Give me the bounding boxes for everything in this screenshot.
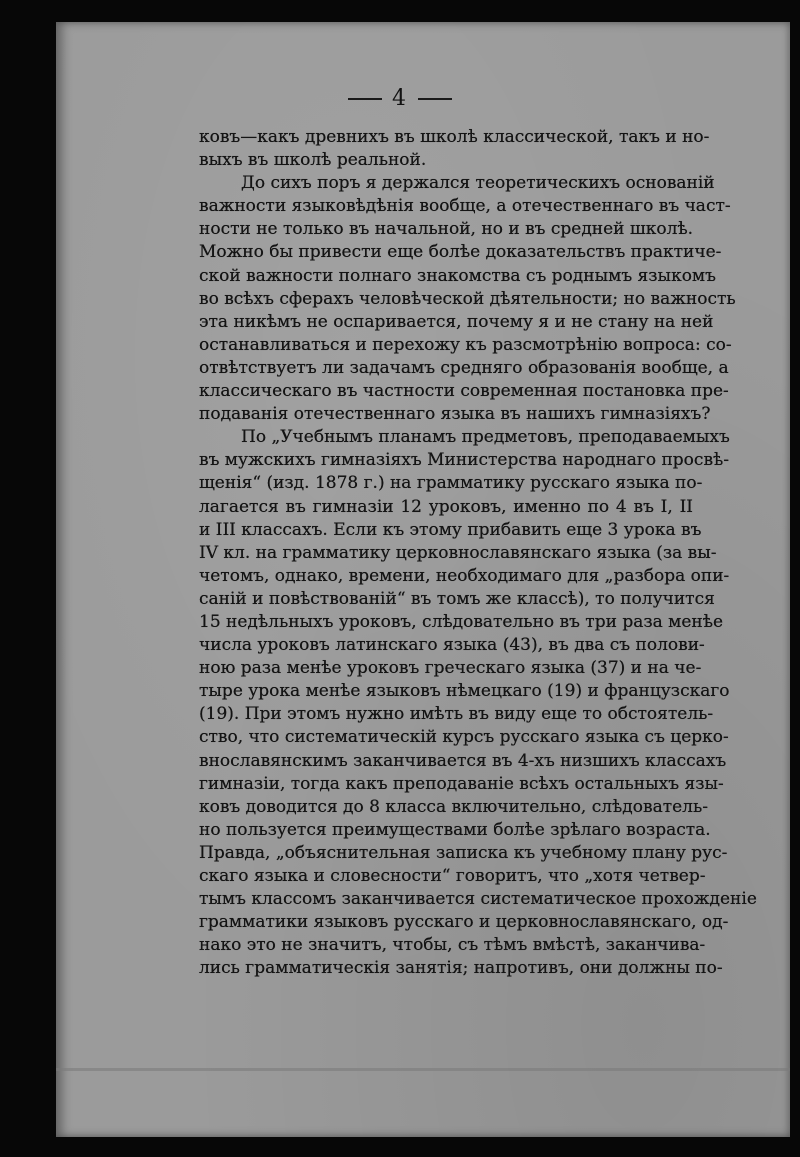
text-line: тымъ классомъ заканчивается систематическое прохожденіе — [199, 889, 757, 910]
text-line: классическаго въ частности современная постановка пре- — [199, 381, 729, 402]
text-line: Можно бы привести еще болѣе доказательствъ практиче- — [199, 242, 722, 263]
text-line: во всѣхъ сферахъ человѣческой дѣятельности; но важность — [199, 288, 736, 309]
text-line: грамматики языковъ русскаго и церковнославянскаго, од- — [199, 912, 729, 933]
header-dash-right — [418, 98, 452, 100]
text-line: тыре урока менѣе языковъ нѣмецкаго (19) и французскаго — [199, 681, 730, 702]
text-line: но пользуется преимуществами болѣе зрѣлаго возраста. — [199, 819, 711, 840]
text-line: гимназіи, тогда какъ преподаваніе всѣхъ остальныхъ язы- — [199, 773, 724, 794]
text-line: Правда, „объяснительная записка къ учебному плану рус- — [199, 842, 728, 863]
text-line: скаго языка и словесности“ говоритъ, что „хотя четвер- — [199, 866, 706, 886]
text-line: важности языковѣдѣнія вообще, а отечественнаго въ част- — [199, 196, 731, 217]
text-line: останавливаться и перехожу къ разсмотрѣнію вопроса: со- — [199, 334, 732, 355]
page-header — [0, 86, 800, 111]
text-line: (19). При этомъ нужно имѣть въ виду еще то обстоятель- — [199, 704, 714, 725]
text-line: ною раза менѣе уроковъ греческаго языка (37) и на че- — [199, 658, 702, 679]
text-line: лагается въ гимназіи 12 уроковъ, именно по 4 въ I, II — [199, 496, 693, 517]
text-line: эта никѣмъ не оспаривается, почему я и не стану на ней — [199, 311, 714, 332]
text-line: четомъ, однако, времени, необходимаго для „разбора опи- — [199, 565, 730, 586]
text-line: числа уроковъ латинскаго языка (43), въ два съ полови- — [199, 635, 705, 656]
text-line: ской важности полнаго знакомства съ роднымъ языкомъ — [199, 265, 716, 286]
text-line: нако это не значитъ, чтобы, съ тѣмъ вмѣстѣ, заканчива- — [199, 935, 706, 956]
body-text — [199, 126, 757, 980]
text-line: отвѣтствуетъ ли задачамъ средняго образованія вообще, а — [199, 357, 729, 378]
text-line: лись грамматическія занятія; напротивъ, они должны по- — [199, 958, 723, 979]
text-line: выхъ въ школѣ реальной. — [199, 150, 427, 171]
page-number: 4 — [392, 86, 408, 111]
text-line: внославянскимъ заканчивается въ 4-хъ низшихъ классахъ — [199, 750, 727, 771]
text-line: подаванія отечественнаго языка въ нашихъ гимназіяхъ? — [199, 404, 711, 425]
text-line: въ мужскихъ гимназіяхъ Министерства народнаго просвѣ- — [199, 450, 730, 471]
text-line: ковъ доводится до 8 класса включительно, слѣдователь- — [199, 796, 708, 817]
text-line: До сихъ поръ я держался теоретическихъ основаній — [241, 173, 715, 194]
text-line: щенія“ (изд. 1878 г.) на грамматику русскаго языка по- — [199, 473, 703, 494]
text-line: саній и повѣствованій“ въ томъ же классѣ), то получится — [199, 588, 715, 609]
text-line: По „Учебнымъ планамъ предметовъ, преподаваемыхъ — [241, 427, 730, 448]
page-fold-line — [56, 1068, 790, 1071]
text-line: ство, что систематическій курсъ русскаго языка съ церко- — [199, 727, 729, 748]
header-dash-left — [348, 98, 382, 100]
text-line: IV кл. на грамматику церковнославянскаго языка (за вы- — [199, 542, 717, 563]
text-line: ковъ—какъ древнихъ въ школѣ классической, такъ и но- — [199, 127, 710, 147]
text-line: и III классахъ. Если къ этому прибавить еще 3 урока въ — [199, 519, 702, 540]
text-line: ности не только въ начальной, но и въ средней школѣ. — [199, 219, 694, 240]
text-line: 15 недѣльныхъ уроковъ, слѣдовательно въ три раза менѣе — [199, 611, 724, 632]
